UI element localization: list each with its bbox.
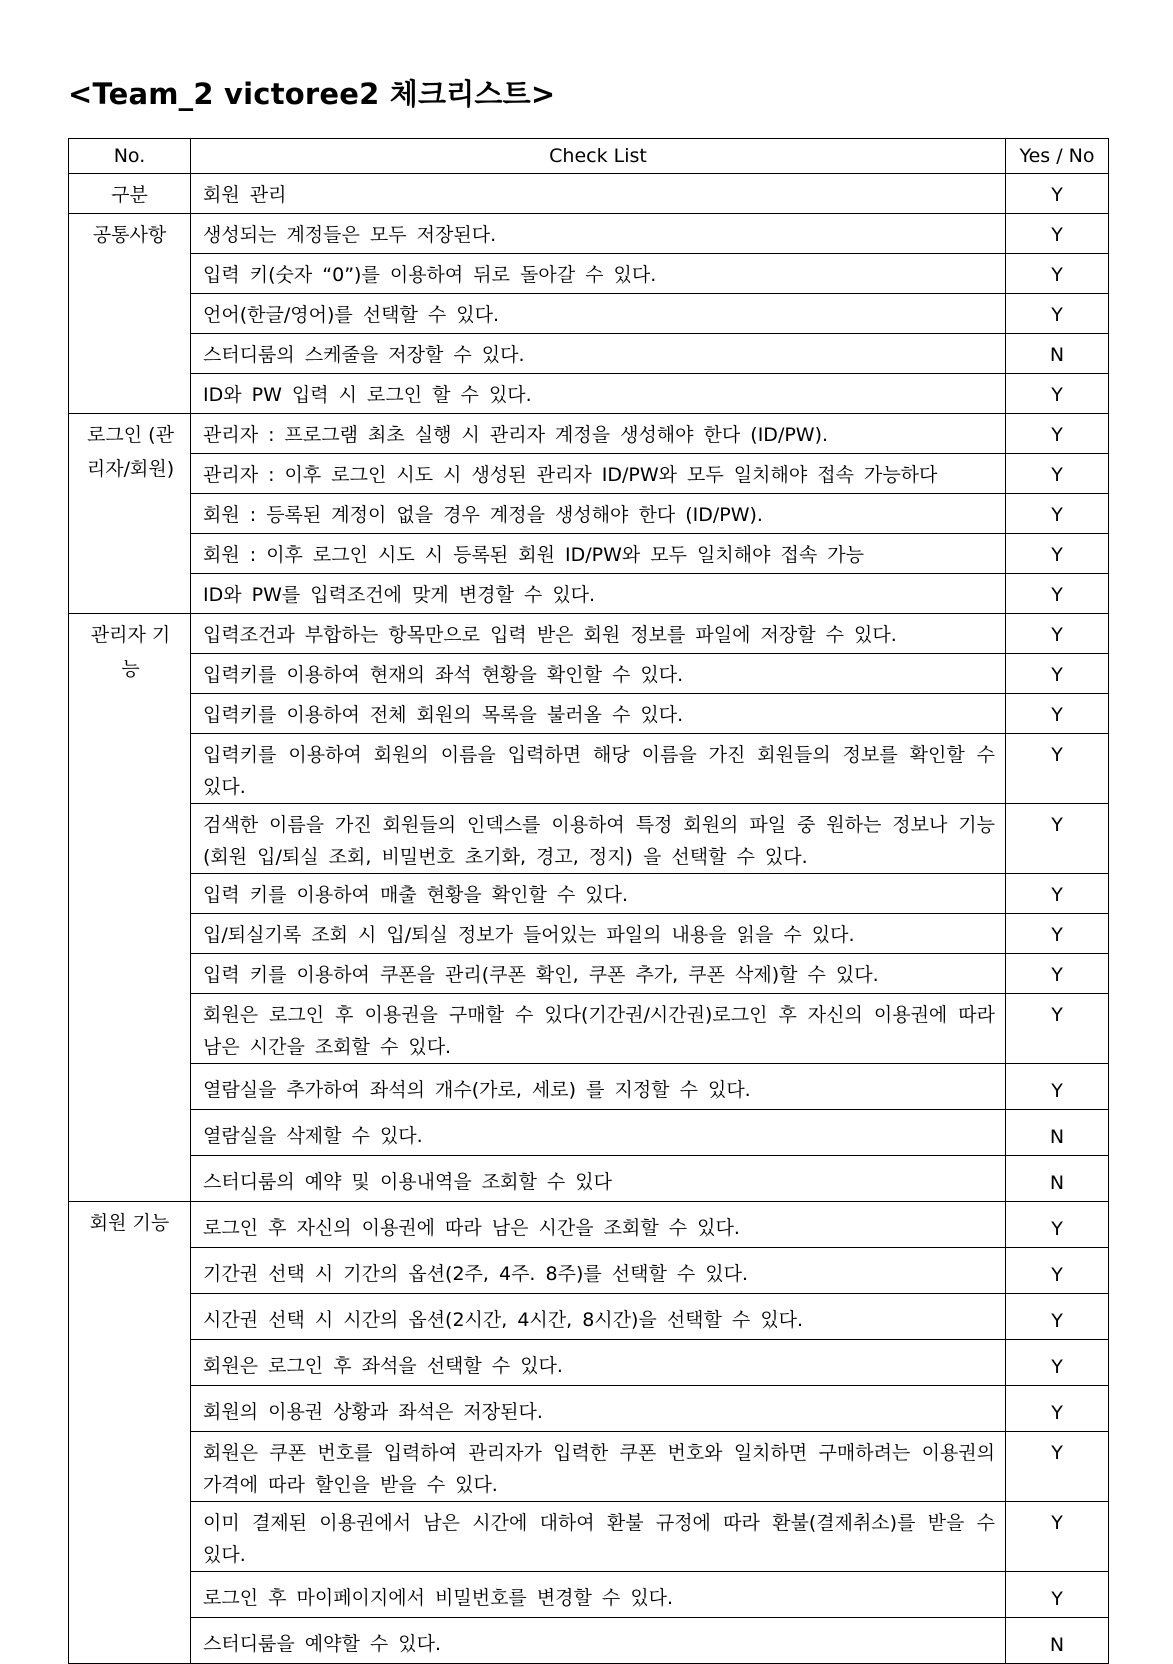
checklist-row xyxy=(69,1340,1109,1386)
check-item-text: 로그인 후 마이페이지에서 비밀번호를 변경할 수 있다. xyxy=(191,1572,1006,1618)
category-cell: 공통사항 xyxy=(69,214,191,414)
yes-no-cell: Y xyxy=(1006,1202,1109,1248)
check-item-text: 회원 : 이후 로그인 시도 시 등록된 회원 ID/PW와 모두 일치해야 접속 가능 xyxy=(191,534,1006,574)
check-item-text: 입력 키를 이용하여 쿠폰을 관리(쿠폰 확인, 쿠폰 추가, 쿠폰 삭제)할 수 있다. xyxy=(191,954,1006,994)
check-item-text: 열람실을 삭제할 수 있다. xyxy=(191,1110,1006,1156)
table-header-row xyxy=(69,139,1109,174)
yes-no-cell: Y xyxy=(1006,1386,1109,1432)
yes-no-cell: Y xyxy=(1006,294,1109,334)
check-item-text: 입력키를 이용하여 회원의 이름을 입력하면 해당 이름을 가진 회원들의 정보를 확인할 수 있다. xyxy=(191,734,1006,804)
check-item-text: 입력 키(숫자 “0”)를 이용하여 뒤로 돌아갈 수 있다. xyxy=(191,254,1006,294)
checklist-row xyxy=(69,1248,1109,1294)
check-item-text: 회원은 쿠폰 번호를 입력하여 관리자가 입력한 쿠폰 번호와 일치하면 구매하려는 이용권의 가격에 따라 할인을 받을 수 있다. xyxy=(191,1432,1006,1502)
check-item-text: 관리자 : 프로그램 최초 실행 시 관리자 계정을 생성해야 한다 (ID/PW). xyxy=(191,414,1006,454)
yes-no-cell: Y xyxy=(1006,994,1109,1064)
checklist-body xyxy=(69,174,1109,1664)
check-item-text: 스터디룸의 스케줄을 저장할 수 있다. xyxy=(191,334,1006,374)
checklist-row xyxy=(69,574,1109,614)
yes-no-cell: Y xyxy=(1006,1502,1109,1572)
checklist-row xyxy=(69,294,1109,334)
check-item-text: 언어(한글/영어)를 선택할 수 있다. xyxy=(191,294,1006,334)
check-item-text: 회원 관리 xyxy=(191,174,1006,214)
yes-no-cell: Y xyxy=(1006,494,1109,534)
header-check-list: Check List xyxy=(191,139,1006,174)
check-item-text: 검색한 이름을 가진 회원들의 인덱스를 이용하여 특정 회원의 파일 중 원하는 정보나 기능(회원 입/퇴실 조회, 비밀번호 초기화, 경고, 정지) 을 선택할 수 있다. xyxy=(191,804,1006,874)
check-item-text: ID와 PW 입력 시 로그인 할 수 있다. xyxy=(191,374,1006,414)
check-item-text: 기간권 선택 시 기간의 옵션(2주, 4주. 8주)를 선택할 수 있다. xyxy=(191,1248,1006,1294)
yes-no-cell: Y xyxy=(1006,914,1109,954)
yes-no-cell: Y xyxy=(1006,1064,1109,1110)
check-item-text: 입/퇴실기록 조회 시 입/퇴실 정보가 들어있는 파일의 내용을 읽을 수 있다. xyxy=(191,914,1006,954)
checklist-row xyxy=(69,1294,1109,1340)
checklist-row xyxy=(69,614,1109,654)
check-item-text: 회원은 로그인 후 좌석을 선택할 수 있다. xyxy=(191,1340,1006,1386)
checklist-row xyxy=(69,1156,1109,1202)
yes-no-cell: N xyxy=(1006,1156,1109,1202)
category-cell: 관리자 기능 xyxy=(69,614,191,1202)
yes-no-cell: Y xyxy=(1006,454,1109,494)
checklist-row xyxy=(69,1618,1109,1664)
yes-no-cell: Y xyxy=(1006,1572,1109,1618)
check-item-text: 열람실을 추가하여 좌석의 개수(가로, 세로) 를 지정할 수 있다. xyxy=(191,1064,1006,1110)
check-item-text: 회원 : 등록된 계정이 없을 경우 계정을 생성해야 한다 (ID/PW). xyxy=(191,494,1006,534)
yes-no-cell: Y xyxy=(1006,1248,1109,1294)
yes-no-cell: Y xyxy=(1006,694,1109,734)
check-item-text: 시간권 선택 시 시간의 옵션(2시간, 4시간, 8시간)을 선택할 수 있다. xyxy=(191,1294,1006,1340)
yes-no-cell: Y xyxy=(1006,1432,1109,1502)
checklist-row xyxy=(69,914,1109,954)
checklist-row xyxy=(69,174,1109,214)
yes-no-cell: N xyxy=(1006,1618,1109,1664)
document-title: <Team_2 victoree2 체크리스트> xyxy=(68,77,556,111)
yes-no-cell: Y xyxy=(1006,1340,1109,1386)
checklist-row xyxy=(69,1502,1109,1572)
check-item-text: 입력키를 이용하여 현재의 좌석 현황을 확인할 수 있다. xyxy=(191,654,1006,694)
check-item-text: 로그인 후 자신의 이용권에 따라 남은 시간을 조회할 수 있다. xyxy=(191,1202,1006,1248)
yes-no-cell: N xyxy=(1006,334,1109,374)
yes-no-cell: Y xyxy=(1006,214,1109,254)
yes-no-cell: Y xyxy=(1006,374,1109,414)
yes-no-cell: Y xyxy=(1006,1294,1109,1340)
checklist-row xyxy=(69,1572,1109,1618)
yes-no-cell: N xyxy=(1006,1110,1109,1156)
checklist-table xyxy=(68,138,1109,1664)
category-cell: 회원 기능 xyxy=(69,1202,191,1664)
checklist-row xyxy=(69,374,1109,414)
checklist-row xyxy=(69,994,1109,1064)
checklist-row xyxy=(69,954,1109,994)
checklist-row xyxy=(69,804,1109,874)
category-cell: 구분 xyxy=(69,174,191,214)
checklist-row xyxy=(69,694,1109,734)
yes-no-cell: Y xyxy=(1006,414,1109,454)
checklist-row xyxy=(69,494,1109,534)
checklist-row xyxy=(69,874,1109,914)
checklist-row xyxy=(69,1202,1109,1248)
check-item-text: 생성되는 계정들은 모두 저장된다. xyxy=(191,214,1006,254)
header-no: No. xyxy=(69,139,191,174)
check-item-text: ID와 PW를 입력조건에 맞게 변경할 수 있다. xyxy=(191,574,1006,614)
checklist-row xyxy=(69,454,1109,494)
checklist-row xyxy=(69,254,1109,294)
checklist-row xyxy=(69,534,1109,574)
yes-no-cell: Y xyxy=(1006,954,1109,994)
yes-no-cell: Y xyxy=(1006,654,1109,694)
check-item-text: 관리자 : 이후 로그인 시도 시 생성된 관리자 ID/PW와 모두 일치해야 접속 가능하다 xyxy=(191,454,1006,494)
check-item-text: 이미 결제된 이용권에서 남은 시간에 대하여 환불 규정에 따라 환불(결제취소)를 받을 수 있다. xyxy=(191,1502,1006,1572)
yes-no-cell: Y xyxy=(1006,174,1109,214)
yes-no-cell: Y xyxy=(1006,804,1109,874)
check-item-text: 스터디룸의 예약 및 이용내역을 조회할 수 있다 xyxy=(191,1156,1006,1202)
check-item-text: 입력키를 이용하여 전체 회원의 목록을 불러올 수 있다. xyxy=(191,694,1006,734)
yes-no-cell: Y xyxy=(1006,574,1109,614)
yes-no-cell: Y xyxy=(1006,534,1109,574)
checklist-row xyxy=(69,214,1109,254)
checklist-row xyxy=(69,1110,1109,1156)
check-item-text: 회원은 로그인 후 이용권을 구매할 수 있다(기간권/시간권)로그인 후 자신의 이용권에 따라 남은 시간을 조회할 수 있다. xyxy=(191,994,1006,1064)
yes-no-cell: Y xyxy=(1006,874,1109,914)
check-item-text: 스터디룸을 예약할 수 있다. xyxy=(191,1618,1006,1664)
checklist-row xyxy=(69,654,1109,694)
yes-no-cell: Y xyxy=(1006,734,1109,804)
check-item-text: 회원의 이용권 상황과 좌석은 저장된다. xyxy=(191,1386,1006,1432)
checklist-row xyxy=(69,734,1109,804)
header-yes-no: Yes / No xyxy=(1006,139,1109,174)
yes-no-cell: Y xyxy=(1006,614,1109,654)
checklist-row xyxy=(69,1386,1109,1432)
checklist-row xyxy=(69,414,1109,454)
check-item-text: 입력조건과 부합하는 항목만으로 입력 받은 회원 정보를 파일에 저장할 수 있다. xyxy=(191,614,1006,654)
check-item-text: 입력 키를 이용하여 매출 현황을 확인할 수 있다. xyxy=(191,874,1006,914)
yes-no-cell: Y xyxy=(1006,254,1109,294)
checklist-row xyxy=(69,1064,1109,1110)
checklist-row xyxy=(69,1432,1109,1502)
checklist-row xyxy=(69,334,1109,374)
category-cell: 로그인 (관리자/회원) xyxy=(69,414,191,614)
